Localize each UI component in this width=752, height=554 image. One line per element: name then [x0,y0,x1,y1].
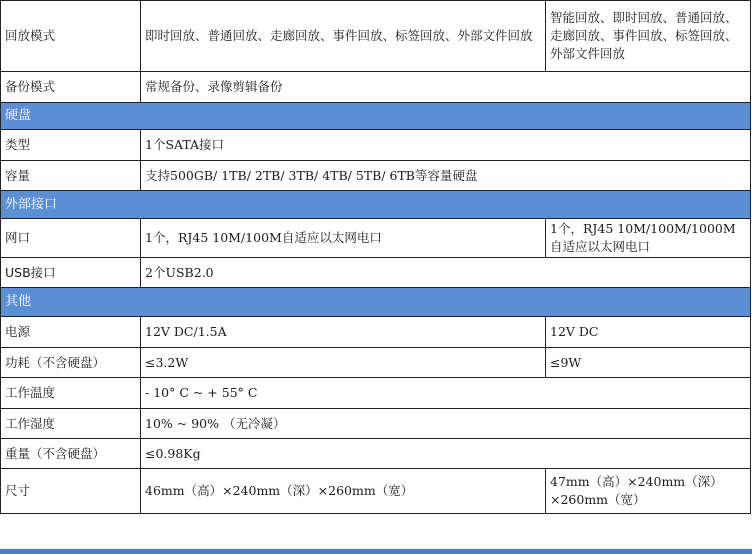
section-header-row [1,191,751,219]
spec-label: 电源 [1,317,141,348]
section-title: 外部接口 [1,191,751,219]
spec-row [1,219,751,258]
spec-value: 常规备份、录像剪辑备份 [141,72,751,103]
spec-row [1,469,751,514]
spec-label: 网口 [1,219,141,258]
spec-label: 工作温度 [1,378,141,409]
spec-row [1,258,751,288]
bottom-accent-bar [0,549,752,554]
spec-value-model-a: ≤3.2W [141,348,546,378]
spec-label: 备份模式 [1,72,141,103]
spec-row [1,439,751,469]
spec-label: 尺寸 [1,469,141,514]
spec-label: 重量（不含硬盘） [1,439,141,469]
spec-value: 10% ~ 90% （无冷凝） [141,409,751,439]
spec-value-model-a: 12V DC/1.5A [141,317,546,348]
spec-value-model-b: 12V DC [546,317,751,348]
spec-row [1,409,751,439]
section-header-row [1,288,751,317]
spec-label: 工作湿度 [1,409,141,439]
spec-row [1,161,751,191]
spec-row [1,348,751,378]
spec-label: 功耗（不含硬盘） [1,348,141,378]
spec-value: - 10° C ~ + 55° C [141,378,751,409]
spec-value-model-a: 1个，RJ45 10M/100M自适应以太网电口 [141,219,546,258]
spec-value-model-b: 1个，RJ45 10M/100M/1000M自适应以太网电口 [546,219,751,258]
section-title: 其他 [1,288,751,317]
spec-value-model-a: 46mm（高）×240mm（深）×260mm（宽） [141,469,546,514]
spec-value-model-b: ≤9W [546,348,751,378]
spec-row [1,317,751,348]
spec-value: ≤0.98Kg [141,439,751,469]
section-header-row [1,103,751,130]
spec-row [1,130,751,161]
section-title: 硬盘 [1,103,751,130]
spec-value-model-b: 47mm（高）×240mm（深）×260mm（宽） [546,469,751,514]
spec-label: 容量 [1,161,141,191]
spec-label: 回放模式 [1,1,141,72]
spec-row [1,72,751,103]
spec-label: 类型 [1,130,141,161]
spec-row [1,1,751,72]
spec-row [1,378,751,409]
spec-value-model-b: 智能回放、即时回放、普通回放、走廊回放、事件回放、标签回放、外部文件回放 [546,1,751,72]
spec-value: 2个USB2.0 [141,258,751,288]
spec-label: USB接口 [1,258,141,288]
spec-value: 支持500GB/ 1TB/ 2TB/ 3TB/ 4TB/ 5TB/ 6TB等容量硬盘 [141,161,751,191]
spec-value: 1个SATA接口 [141,130,751,161]
spec-value-model-a: 即时回放、普通回放、走廊回放、事件回放、标签回放、外部文件回放 [141,1,546,72]
